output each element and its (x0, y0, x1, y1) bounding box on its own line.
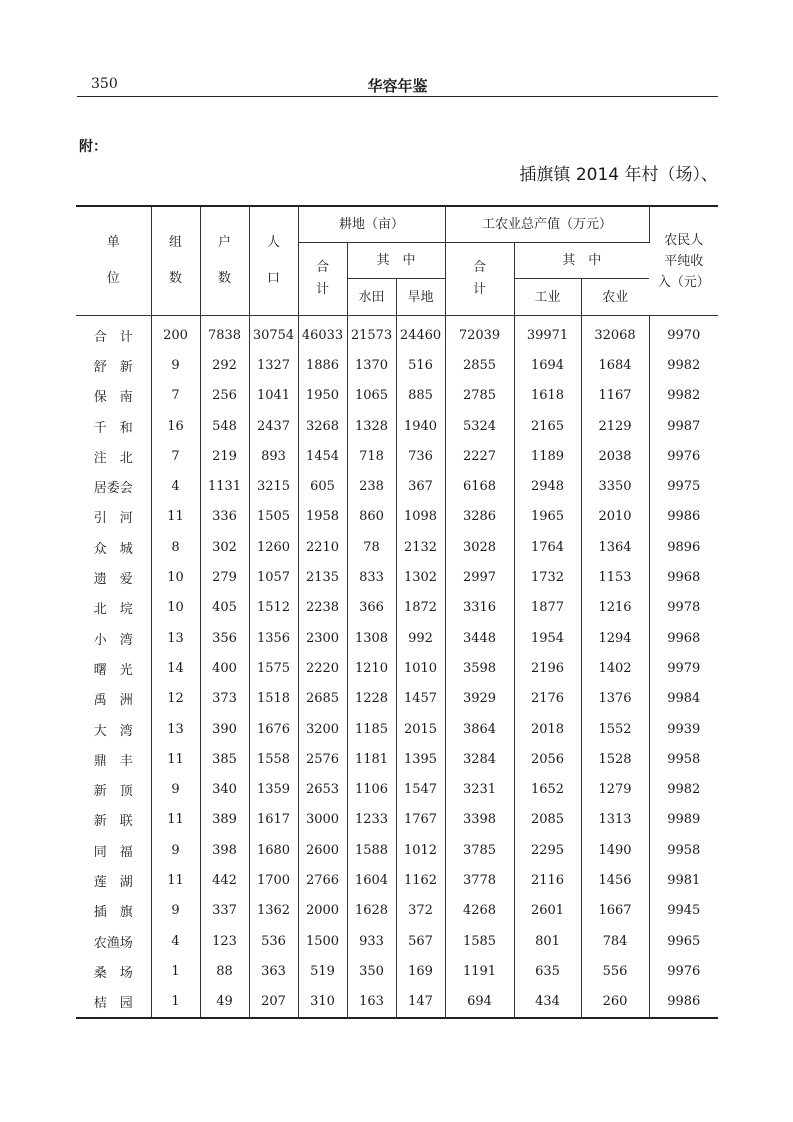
cell-paddy: 78 (347, 532, 396, 562)
cell-groups: 9 (151, 896, 200, 926)
cell-paddy: 1065 (347, 381, 396, 411)
cell-unit: 合 计 (76, 316, 151, 351)
table-body (76, 316, 718, 1018)
table-row (76, 865, 718, 895)
cell-output-total: 5324 (445, 411, 514, 441)
col-unit-header: 单 位 (76, 206, 151, 316)
farmland-of-which-header: 其 中 (347, 243, 445, 279)
cell-paddy: 1628 (347, 896, 396, 926)
cell-output-total: 3778 (445, 865, 514, 895)
cell-groups: 14 (151, 653, 200, 683)
table-row (76, 714, 718, 744)
cell-income: 9958 (667, 751, 701, 767)
cell-unit: 曙 光 (76, 653, 151, 683)
table-row (76, 744, 718, 774)
cell-output-total: 2997 (445, 562, 514, 592)
col-paddy-header: 水田 (347, 279, 396, 316)
cell-unit: 众 城 (76, 532, 151, 562)
cell-industry: 1764 (514, 532, 581, 562)
cell-output-total: 3785 (445, 835, 514, 865)
cell-agriculture: 1402 (581, 653, 649, 683)
cell-industry: 2165 (514, 411, 581, 441)
village-statistics-table (76, 205, 718, 1019)
cell-paddy: 21573 (347, 316, 396, 351)
cell-paddy: 366 (347, 593, 396, 623)
cell-farmland-total: 2220 (298, 653, 347, 683)
cell-industry: 2601 (514, 896, 581, 926)
cell-unit: 北 垸 (76, 593, 151, 623)
cell-unit: 桑 场 (76, 956, 151, 986)
table-row (76, 502, 718, 532)
page-number: 350 (91, 76, 118, 92)
cell-paddy: 833 (347, 562, 396, 592)
cell-paddy: 1233 (347, 805, 396, 835)
table-row (76, 987, 718, 1018)
col-income-header: 农民人 平纯收 入（元） (649, 206, 718, 316)
cell-paddy: 350 (347, 956, 396, 986)
cell-population: 1260 (249, 532, 298, 562)
cell-paddy: 163 (347, 987, 396, 1018)
cell-groups: 10 (151, 593, 200, 623)
cell-industry: 1618 (514, 381, 581, 411)
cell-groups: 4 (151, 471, 200, 501)
cell-dryland: 885 (396, 381, 445, 411)
cell-households: 400 (200, 653, 249, 683)
cell-income: 9982 (667, 388, 701, 404)
cell-groups: 9 (151, 835, 200, 865)
cell-paddy: 933 (347, 926, 396, 956)
cell-farmland-total: 2653 (298, 774, 347, 804)
cell-population: 1512 (249, 593, 298, 623)
appendix-label: 附： (79, 139, 107, 155)
table-row (76, 532, 718, 562)
cell-income: 9965 (667, 933, 701, 949)
cell-unit: 保 南 (76, 381, 151, 411)
table-row (76, 805, 718, 835)
cell-groups: 1 (151, 956, 200, 986)
cell-industry: 1732 (514, 562, 581, 592)
cell-dryland: 2132 (396, 532, 445, 562)
cell-population: 1327 (249, 350, 298, 380)
cell-farmland-total: 2576 (298, 744, 347, 774)
col-output-total-header: 合 计 (445, 243, 514, 316)
cell-output-total: 2785 (445, 381, 514, 411)
cell-groups: 1 (151, 987, 200, 1018)
table-row (76, 350, 718, 380)
cell-agriculture: 1364 (581, 532, 649, 562)
cell-households: 385 (200, 744, 249, 774)
cell-population: 1617 (249, 805, 298, 835)
book-title: 华容年鉴 (367, 77, 428, 95)
cell-farmland-total: 2685 (298, 684, 347, 714)
cell-unit: 莲 湖 (76, 865, 151, 895)
cell-agriculture: 784 (581, 926, 649, 956)
cell-output-total: 3929 (445, 684, 514, 714)
cell-output-total: 1191 (445, 956, 514, 986)
cell-households: 336 (200, 502, 249, 532)
cell-industry: 1877 (514, 593, 581, 623)
cell-paddy: 1228 (347, 684, 396, 714)
cell-unit: 新 联 (76, 805, 151, 835)
cell-income: 9958 (667, 842, 701, 858)
table-title: 插旗镇 2014 年村（场）、 (519, 165, 718, 185)
cell-population: 893 (249, 441, 298, 471)
cell-farmland-total: 2135 (298, 562, 347, 592)
cell-income: 9989 (667, 812, 701, 828)
cell-industry: 2948 (514, 471, 581, 501)
cell-agriculture: 2010 (581, 502, 649, 532)
cell-population: 1505 (249, 502, 298, 532)
cell-dryland: 367 (396, 471, 445, 501)
cell-groups: 9 (151, 774, 200, 804)
cell-income: 9975 (667, 479, 701, 495)
cell-dryland: 516 (396, 350, 445, 380)
cell-unit: 新 顶 (76, 774, 151, 804)
table-row (76, 316, 718, 351)
cell-industry: 434 (514, 987, 581, 1018)
cell-unit: 农渔场 (76, 926, 151, 956)
cell-farmland-total: 1500 (298, 926, 347, 956)
cell-industry: 2295 (514, 835, 581, 865)
cell-unit: 舒 新 (76, 350, 151, 380)
col-groups-header: 组 数 (151, 206, 200, 316)
cell-agriculture: 1376 (581, 684, 649, 714)
cell-households: 548 (200, 411, 249, 441)
cell-paddy: 1210 (347, 653, 396, 683)
cell-industry: 2196 (514, 653, 581, 683)
cell-households: 340 (200, 774, 249, 804)
cell-income: 9982 (667, 357, 701, 373)
cell-groups: 4 (151, 926, 200, 956)
cell-income: 9970 (667, 327, 701, 343)
cell-income: 9945 (667, 903, 701, 919)
table-row (76, 562, 718, 592)
cell-population: 1575 (249, 653, 298, 683)
cell-groups: 16 (151, 411, 200, 441)
cell-households: 390 (200, 714, 249, 744)
cell-unit: 同 福 (76, 835, 151, 865)
cell-dryland: 372 (396, 896, 445, 926)
cell-population: 536 (249, 926, 298, 956)
cell-agriculture: 1167 (581, 381, 649, 411)
cell-farmland-total: 1950 (298, 381, 347, 411)
cell-dryland: 1547 (396, 774, 445, 804)
cell-output-total: 3284 (445, 744, 514, 774)
cell-industry: 1954 (514, 623, 581, 653)
cell-industry: 801 (514, 926, 581, 956)
cell-groups: 10 (151, 562, 200, 592)
table-row (76, 835, 718, 865)
cell-population: 1041 (249, 381, 298, 411)
cell-agriculture: 1153 (581, 562, 649, 592)
cell-groups: 13 (151, 714, 200, 744)
cell-groups: 13 (151, 623, 200, 653)
cell-income: 9982 (667, 782, 701, 798)
cell-industry: 635 (514, 956, 581, 986)
cell-population: 1680 (249, 835, 298, 865)
cell-income: 9968 (667, 570, 701, 586)
output-of-which-header: 其 中 (514, 243, 649, 279)
col-dryland-header: 旱地 (396, 279, 445, 316)
cell-agriculture: 2038 (581, 441, 649, 471)
cell-industry: 39971 (514, 316, 581, 351)
cell-agriculture: 1294 (581, 623, 649, 653)
col-farmland-total-header: 合 计 (298, 243, 347, 316)
cell-population: 1518 (249, 684, 298, 714)
cell-output-total: 3598 (445, 653, 514, 683)
cell-farmland-total: 2238 (298, 593, 347, 623)
farmland-group-header: 耕地（亩） (298, 206, 445, 243)
cell-groups: 11 (151, 865, 200, 895)
cell-industry: 2056 (514, 744, 581, 774)
cell-groups: 12 (151, 684, 200, 714)
cell-paddy: 1185 (347, 714, 396, 744)
cell-dryland: 1872 (396, 593, 445, 623)
cell-population: 207 (249, 987, 298, 1018)
cell-dryland: 147 (396, 987, 445, 1018)
cell-farmland-total: 519 (298, 956, 347, 986)
cell-output-total: 3316 (445, 593, 514, 623)
cell-population: 1676 (249, 714, 298, 744)
cell-unit: 大 湾 (76, 714, 151, 744)
cell-farmland-total: 3268 (298, 411, 347, 441)
cell-groups: 200 (151, 316, 200, 351)
cell-unit: 居委会 (76, 471, 151, 501)
cell-farmland-total: 46033 (298, 316, 347, 351)
cell-population: 1356 (249, 623, 298, 653)
cell-dryland: 2015 (396, 714, 445, 744)
table-row (76, 623, 718, 653)
cell-population: 363 (249, 956, 298, 986)
cell-dryland: 1767 (396, 805, 445, 835)
cell-population: 30754 (249, 316, 298, 351)
cell-dryland: 1162 (396, 865, 445, 895)
cell-income: 9968 (667, 630, 701, 646)
output-group-header: 工农业总产值（万元） (445, 206, 649, 243)
cell-industry: 2018 (514, 714, 581, 744)
cell-agriculture: 260 (581, 987, 649, 1018)
cell-income: 9976 (667, 448, 701, 464)
cell-unit: 禹 洲 (76, 684, 151, 714)
table-row (76, 441, 718, 471)
table-row (76, 684, 718, 714)
cell-paddy: 860 (347, 502, 396, 532)
cell-farmland-total: 3200 (298, 714, 347, 744)
cell-paddy: 1328 (347, 411, 396, 441)
cell-output-total: 3864 (445, 714, 514, 744)
cell-groups: 11 (151, 502, 200, 532)
cell-dryland: 1940 (396, 411, 445, 441)
cell-households: 7838 (200, 316, 249, 351)
cell-industry: 2176 (514, 684, 581, 714)
cell-households: 279 (200, 562, 249, 592)
table-row (76, 411, 718, 441)
cell-income: 9984 (667, 691, 701, 707)
cell-households: 302 (200, 532, 249, 562)
cell-income: 9896 (667, 539, 701, 555)
table-row (76, 471, 718, 501)
cell-industry: 1965 (514, 502, 581, 532)
cell-groups: 7 (151, 441, 200, 471)
cell-income: 9976 (667, 963, 701, 979)
cell-households: 389 (200, 805, 249, 835)
cell-income: 9979 (667, 660, 701, 676)
cell-output-total: 3448 (445, 623, 514, 653)
cell-income: 9981 (667, 872, 701, 888)
cell-output-total: 3398 (445, 805, 514, 835)
cell-households: 373 (200, 684, 249, 714)
cell-unit: 注 北 (76, 441, 151, 471)
cell-households: 442 (200, 865, 249, 895)
cell-output-total: 3028 (445, 532, 514, 562)
cell-income: 9978 (667, 600, 701, 616)
cell-agriculture: 1490 (581, 835, 649, 865)
cell-agriculture: 3350 (581, 471, 649, 501)
cell-dryland: 24460 (396, 316, 445, 351)
cell-output-total: 694 (445, 987, 514, 1018)
table-row (76, 956, 718, 986)
cell-output-total: 3286 (445, 502, 514, 532)
cell-agriculture: 1313 (581, 805, 649, 835)
cell-unit: 遗 爱 (76, 562, 151, 592)
cell-groups: 11 (151, 805, 200, 835)
col-industry-header: 工业 (514, 279, 581, 316)
cell-unit: 引 河 (76, 502, 151, 532)
cell-population: 1558 (249, 744, 298, 774)
cell-dryland: 1012 (396, 835, 445, 865)
cell-farmland-total: 1454 (298, 441, 347, 471)
cell-population: 2437 (249, 411, 298, 441)
cell-groups: 8 (151, 532, 200, 562)
cell-agriculture: 1684 (581, 350, 649, 380)
cell-farmland-total: 2600 (298, 835, 347, 865)
cell-households: 398 (200, 835, 249, 865)
cell-population: 1700 (249, 865, 298, 895)
table-row (76, 896, 718, 926)
cell-paddy: 1588 (347, 835, 396, 865)
cell-population: 1359 (249, 774, 298, 804)
cell-paddy: 718 (347, 441, 396, 471)
cell-population: 3215 (249, 471, 298, 501)
cell-paddy: 238 (347, 471, 396, 501)
cell-dryland: 992 (396, 623, 445, 653)
cell-households: 337 (200, 896, 249, 926)
cell-households: 405 (200, 593, 249, 623)
cell-households: 356 (200, 623, 249, 653)
cell-paddy: 1181 (347, 744, 396, 774)
cell-dryland: 736 (396, 441, 445, 471)
cell-paddy: 1604 (347, 865, 396, 895)
cell-paddy: 1370 (347, 350, 396, 380)
cell-income: 9939 (667, 721, 701, 737)
col-population-header: 人 口 (249, 206, 298, 316)
cell-agriculture: 1279 (581, 774, 649, 804)
cell-dryland: 1302 (396, 562, 445, 592)
cell-unit: 桔 园 (76, 987, 151, 1018)
cell-farmland-total: 2000 (298, 896, 347, 926)
cell-income: 9986 (667, 509, 701, 525)
cell-farmland-total: 2766 (298, 865, 347, 895)
col-agriculture-header: 农业 (581, 279, 649, 316)
cell-households: 49 (200, 987, 249, 1018)
cell-farmland-total: 1958 (298, 502, 347, 532)
cell-dryland: 1395 (396, 744, 445, 774)
cell-agriculture: 1552 (581, 714, 649, 744)
cell-agriculture: 2129 (581, 411, 649, 441)
cell-farmland-total: 310 (298, 987, 347, 1018)
cell-industry: 2116 (514, 865, 581, 895)
table-row (76, 926, 718, 956)
cell-paddy: 1308 (347, 623, 396, 653)
cell-agriculture: 32068 (581, 316, 649, 351)
cell-industry: 2085 (514, 805, 581, 835)
col-households-header: 户 数 (200, 206, 249, 316)
running-header (77, 76, 718, 97)
table-row (76, 593, 718, 623)
cell-farmland-total: 1886 (298, 350, 347, 380)
cell-agriculture: 1456 (581, 865, 649, 895)
cell-unit: 小 湾 (76, 623, 151, 653)
cell-output-total: 2227 (445, 441, 514, 471)
cell-households: 219 (200, 441, 249, 471)
cell-population: 1057 (249, 562, 298, 592)
cell-farmland-total: 605 (298, 471, 347, 501)
cell-unit: 插 旗 (76, 896, 151, 926)
cell-dryland: 1098 (396, 502, 445, 532)
cell-farmland-total: 2210 (298, 532, 347, 562)
cell-output-total: 6168 (445, 471, 514, 501)
cell-agriculture: 1667 (581, 896, 649, 926)
cell-households: 88 (200, 956, 249, 986)
cell-output-total: 3231 (445, 774, 514, 804)
cell-output-total: 1585 (445, 926, 514, 956)
cell-groups: 11 (151, 744, 200, 774)
cell-paddy: 1106 (347, 774, 396, 804)
cell-dryland: 567 (396, 926, 445, 956)
cell-households: 292 (200, 350, 249, 380)
cell-agriculture: 556 (581, 956, 649, 986)
table-header (76, 206, 718, 316)
cell-farmland-total: 3000 (298, 805, 347, 835)
cell-agriculture: 1528 (581, 744, 649, 774)
cell-dryland: 169 (396, 956, 445, 986)
table-row (76, 381, 718, 411)
cell-unit: 鼎 丰 (76, 744, 151, 774)
cell-groups: 9 (151, 350, 200, 380)
cell-dryland: 1457 (396, 684, 445, 714)
cell-income: 9986 (649, 987, 718, 1018)
cell-industry: 1189 (514, 441, 581, 471)
cell-income: 9987 (667, 418, 701, 434)
cell-output-total: 72039 (445, 316, 514, 351)
cell-unit: 千 和 (76, 411, 151, 441)
cell-groups: 7 (151, 381, 200, 411)
table-row (76, 653, 718, 683)
cell-dryland: 1010 (396, 653, 445, 683)
cell-agriculture: 1216 (581, 593, 649, 623)
cell-households: 123 (200, 926, 249, 956)
cell-population: 1362 (249, 896, 298, 926)
cell-households: 1131 (200, 471, 249, 501)
cell-households: 256 (200, 381, 249, 411)
cell-industry: 1694 (514, 350, 581, 380)
cell-output-total: 2855 (445, 350, 514, 380)
cell-output-total: 4268 (445, 896, 514, 926)
table-row (76, 774, 718, 804)
cell-farmland-total: 2300 (298, 623, 347, 653)
cell-industry: 1652 (514, 774, 581, 804)
